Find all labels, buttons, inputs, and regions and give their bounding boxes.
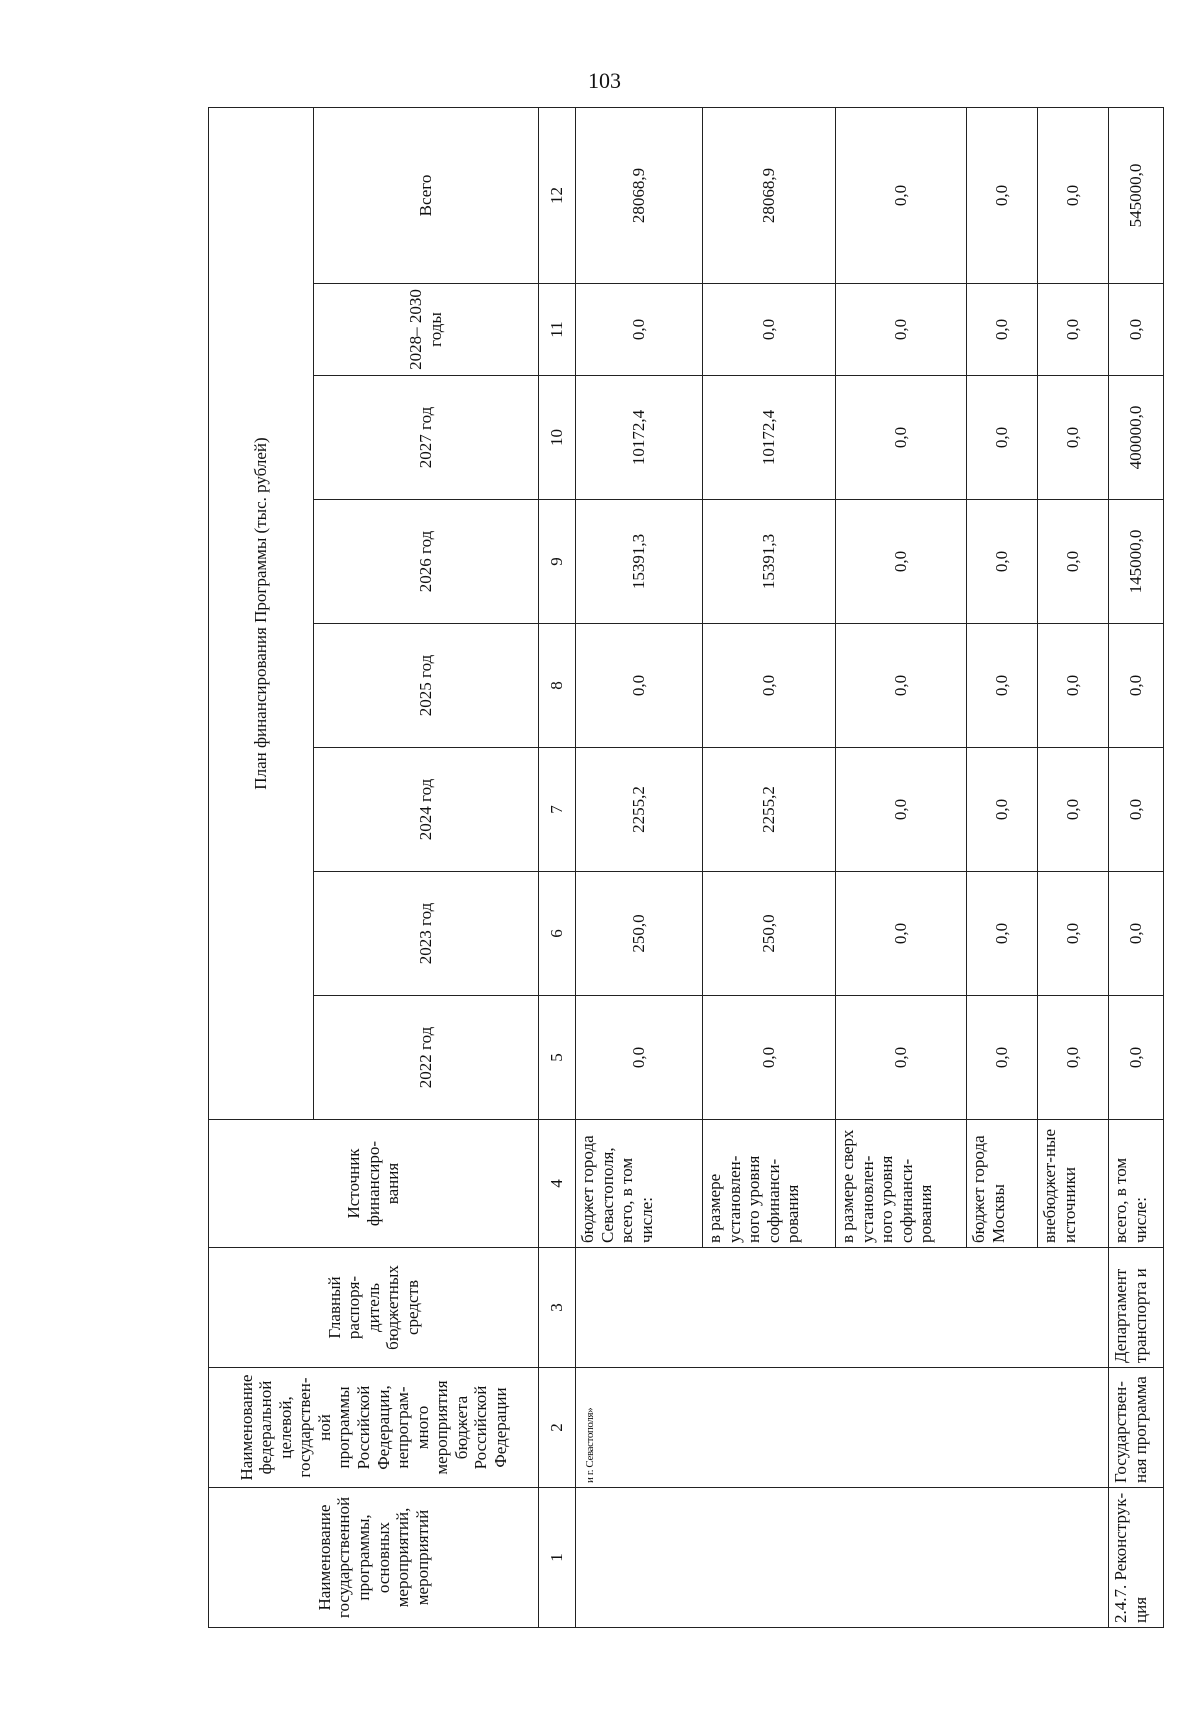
value-cell: 0,0 — [703, 284, 836, 376]
value-cell: 0,0 — [836, 624, 967, 748]
column-number: 8 — [539, 624, 576, 748]
value-cell: 0,0 — [1109, 872, 1164, 996]
value-cell: 0,0 — [967, 996, 1038, 1120]
row-source: в размере установлен-ного уровня софинанси-рования — [703, 1120, 836, 1248]
value-total: 28068,9 — [576, 108, 703, 284]
value-cell: 0,0 — [836, 996, 967, 1120]
header-year: 2026 год — [314, 500, 539, 624]
row-distributor: Департамент транспорта и — [1109, 1248, 1164, 1368]
rotated-table-wrapper — [208, 108, 1148, 1628]
value-cell: 400000,0 — [1109, 376, 1164, 500]
value-cell: 0,0 — [576, 284, 703, 376]
value-cell: 10172,4 — [703, 376, 836, 500]
value-cell: 0,0 — [967, 624, 1038, 748]
header-year: 2027 год — [314, 376, 539, 500]
row-program — [576, 1368, 1109, 1488]
value-cell: 0,0 — [836, 748, 967, 872]
value-cell: 250,0 — [703, 872, 836, 996]
value-cell: 10172,4 — [576, 376, 703, 500]
value-cell: 0,0 — [1038, 376, 1109, 500]
table-row — [1109, 108, 1164, 1628]
row-program: Государствен-ная программа — [1109, 1368, 1164, 1488]
header-col2: Наименование федеральной целевой, государствен-ной программы Российской Федерации, непрограм-много мероприятия бюджета Российской Федерации — [209, 1368, 539, 1488]
column-number: 5 — [539, 996, 576, 1120]
value-cell: 0,0 — [1038, 748, 1109, 872]
column-number: 9 — [539, 500, 576, 624]
row-source: всего, в том числе: — [1109, 1120, 1164, 1248]
row-source: бюджет города Москвы — [967, 1120, 1038, 1248]
value-total: 0,0 — [1038, 108, 1109, 284]
column-number: 3 — [539, 1248, 576, 1368]
value-cell: 0,0 — [967, 748, 1038, 872]
value-cell: 145000,0 — [1109, 500, 1164, 624]
value-cell: 0,0 — [703, 996, 836, 1120]
value-cell: 2255,2 — [576, 748, 703, 872]
value-total: 545000,0 — [1109, 108, 1164, 284]
value-cell: 0,0 — [836, 284, 967, 376]
header-year: 2028– 2030 годы — [314, 284, 539, 376]
value-cell: 0,0 — [1038, 996, 1109, 1120]
row-source: бюджет города Севастополя, всего, в том числе: — [576, 1120, 703, 1248]
value-cell: 0,0 — [1038, 284, 1109, 376]
value-cell: 0,0 — [703, 624, 836, 748]
value-cell: 0,0 — [1109, 996, 1164, 1120]
value-cell: 0,0 — [1109, 284, 1164, 376]
column-number: 4 — [539, 1120, 576, 1248]
column-number: 1 — [539, 1488, 576, 1628]
value-total: 0,0 — [967, 108, 1038, 284]
value-cell: 0,0 — [576, 624, 703, 748]
header-row-top — [209, 108, 314, 1628]
header-col3: Главный распоря-дитель бюджетных средств — [209, 1248, 539, 1368]
value-cell: 0,0 — [836, 500, 967, 624]
column-number: 10 — [539, 376, 576, 500]
value-cell: 15391,3 — [703, 500, 836, 624]
column-number: 12 — [539, 108, 576, 284]
value-cell: 0,0 — [967, 500, 1038, 624]
financing-table — [208, 107, 1164, 1628]
value-cell: 0,0 — [967, 376, 1038, 500]
value-cell: 0,0 — [1038, 500, 1109, 624]
header-col1: Наименование государственной программы, основных мероприятий, мероприятий — [209, 1488, 539, 1628]
row-name: 2.4.7. Реконструк-ция — [1109, 1488, 1164, 1628]
column-numbers-row — [539, 108, 576, 1628]
header-year: 2024 год — [314, 748, 539, 872]
value-cell: 2255,2 — [703, 748, 836, 872]
row-source: внебюджет-ные источники — [1038, 1120, 1109, 1248]
row-program-text: и г. Севастополя» — [584, 1407, 596, 1483]
header-plan-group: План финансирования Программы (тыс. рублей) — [209, 108, 314, 1120]
row-distributor — [576, 1248, 1109, 1368]
value-cell: 250,0 — [576, 872, 703, 996]
column-number: 6 — [539, 872, 576, 996]
header-year: 2023 год — [314, 872, 539, 996]
value-cell: 15391,3 — [576, 500, 703, 624]
value-total: 0,0 — [836, 108, 967, 284]
value-cell: 0,0 — [1109, 624, 1164, 748]
value-cell: 0,0 — [836, 376, 967, 500]
header-year: 2022 год — [314, 996, 539, 1120]
page-number: 103 — [588, 68, 621, 93]
value-cell: 0,0 — [576, 996, 703, 1120]
header-col4: Источник финансиро-вания — [209, 1120, 539, 1248]
row-name — [576, 1488, 1109, 1628]
value-cell: 0,0 — [967, 284, 1038, 376]
header-year: 2025 год — [314, 624, 539, 748]
header-total: Всего — [314, 108, 539, 284]
value-cell: 0,0 — [1038, 624, 1109, 748]
column-number: 11 — [539, 284, 576, 376]
column-number: 7 — [539, 748, 576, 872]
value-cell: 0,0 — [967, 872, 1038, 996]
value-cell: 0,0 — [1109, 748, 1164, 872]
row-source: в размере сверх установлен-ного уровня софинанси-рования — [836, 1120, 967, 1248]
column-number: 2 — [539, 1368, 576, 1488]
table-row — [576, 108, 703, 1628]
value-cell: 0,0 — [1038, 872, 1109, 996]
value-total: 28068,9 — [703, 108, 836, 284]
value-cell: 0,0 — [836, 872, 967, 996]
